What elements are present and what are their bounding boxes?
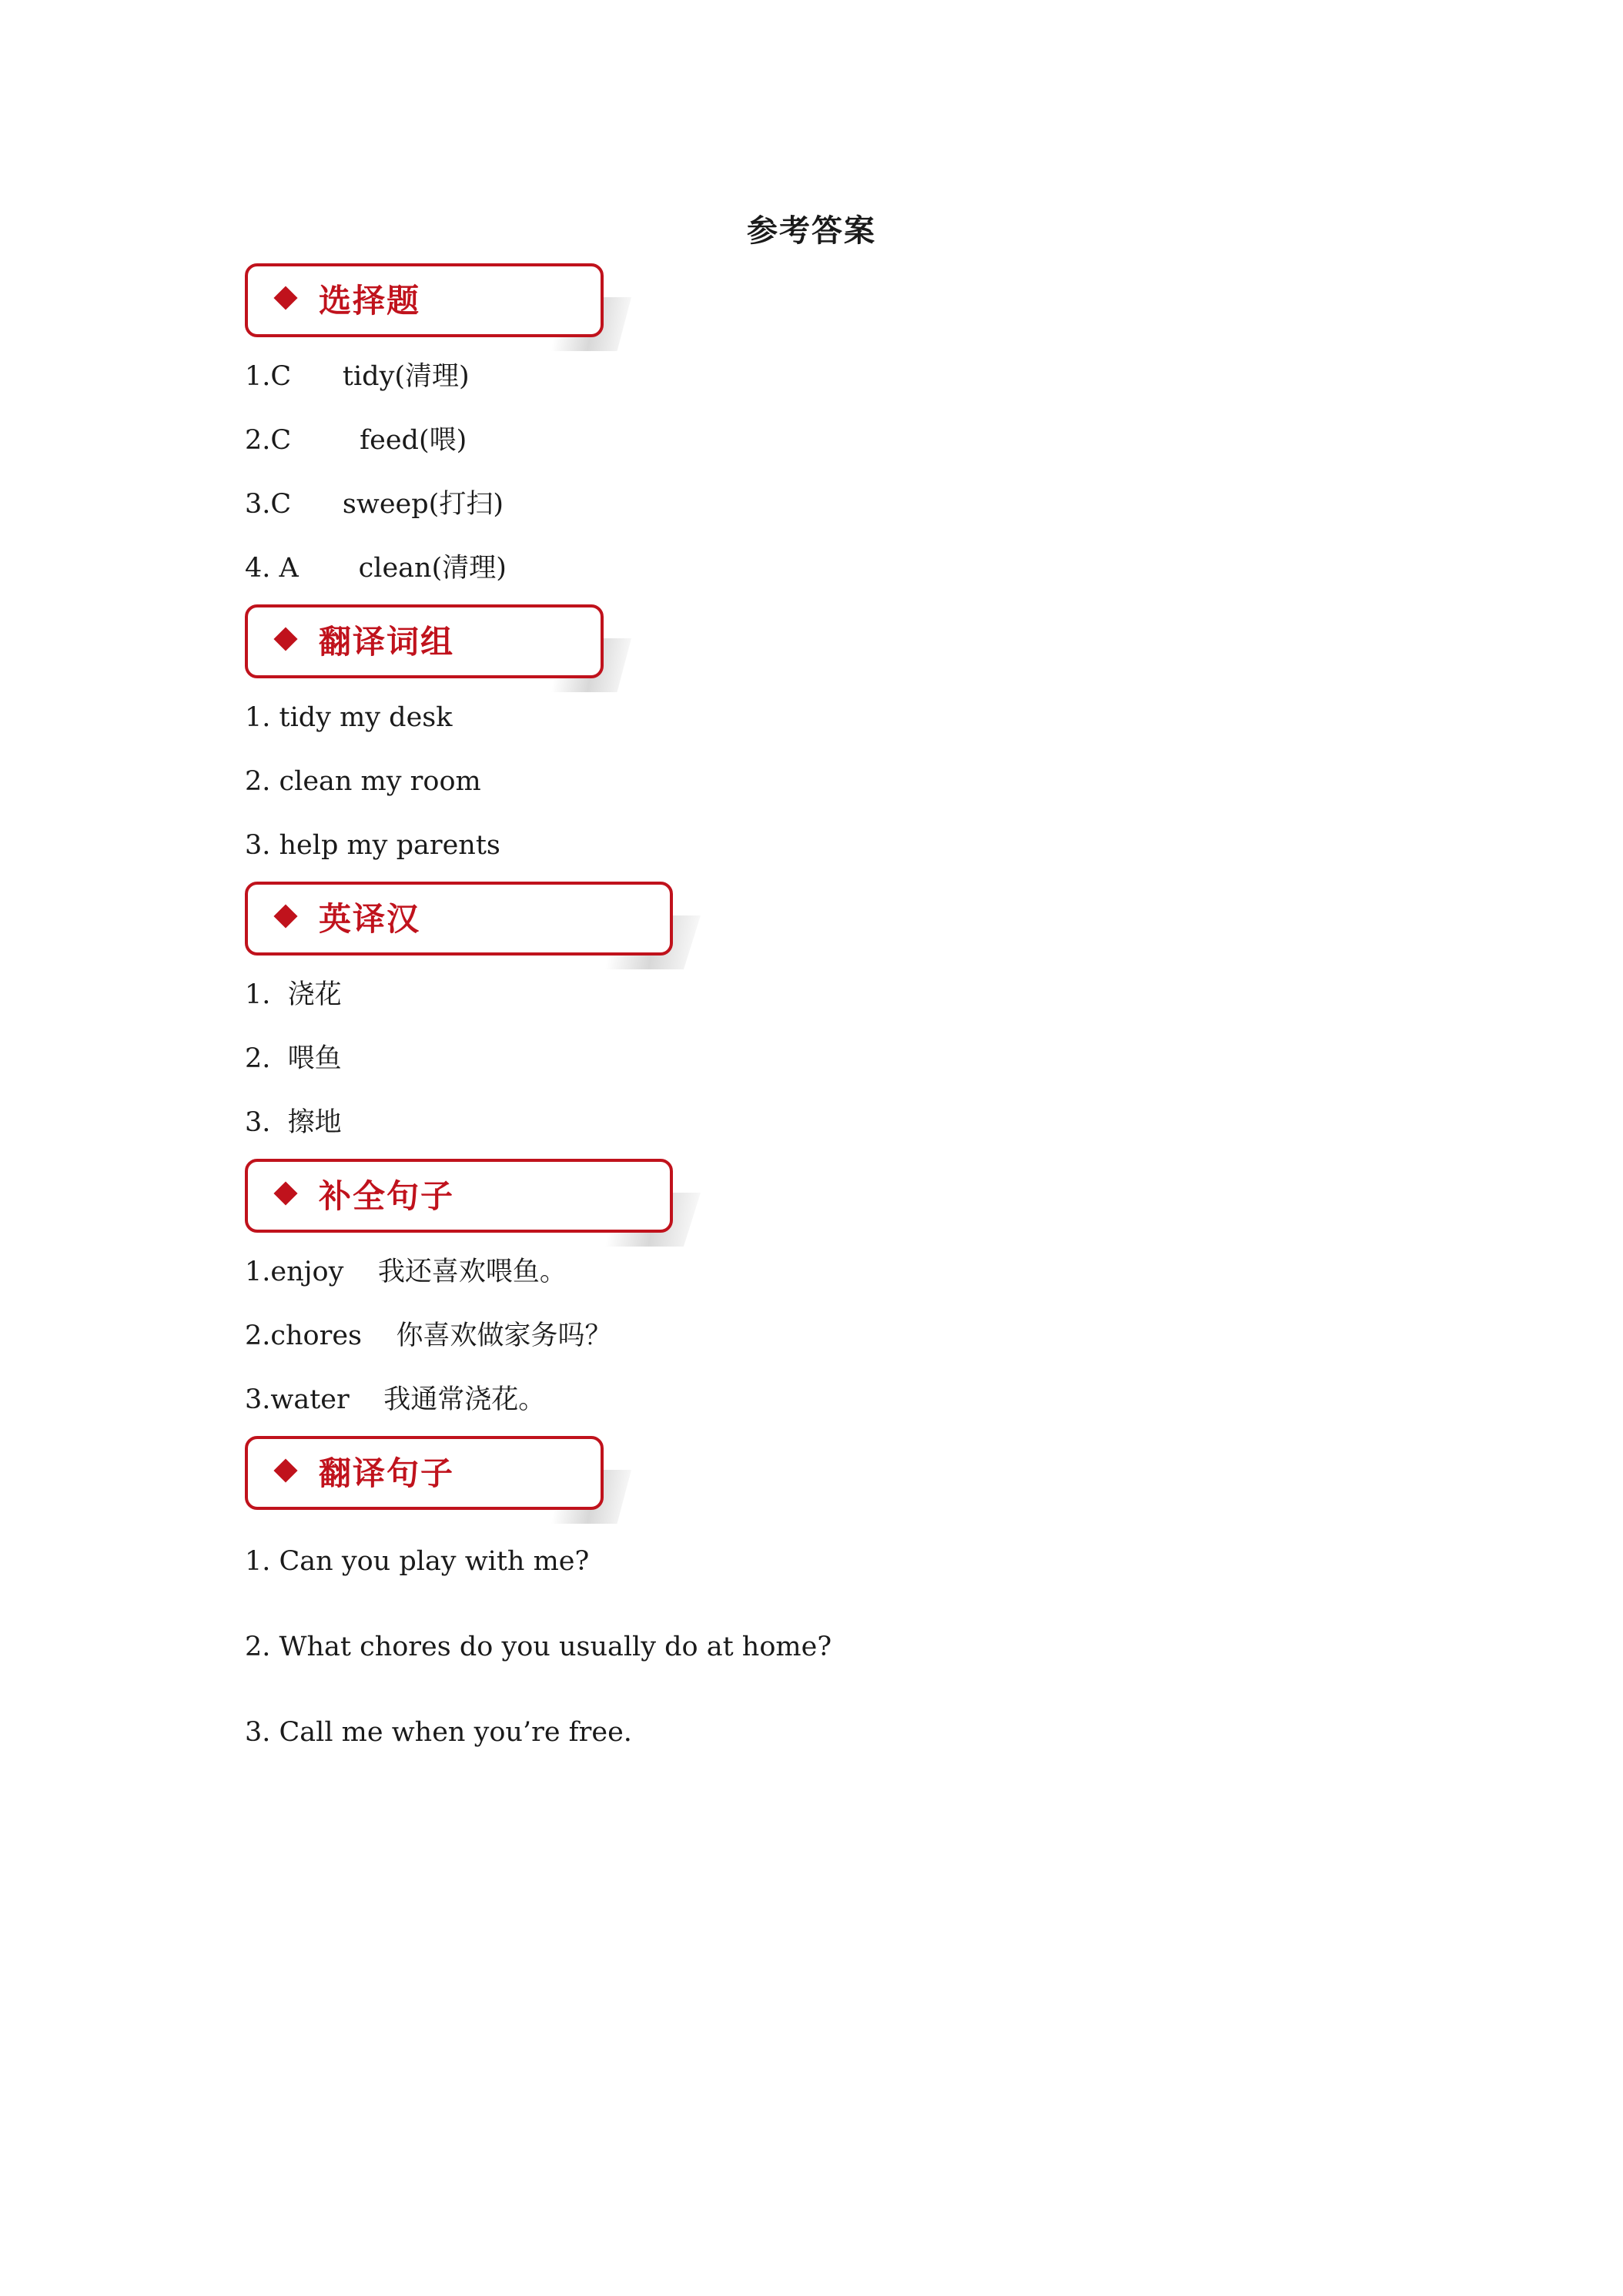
section-heading-label: 翻译句子 <box>319 1454 455 1492</box>
answer-item: 3. help my parents <box>245 830 500 861</box>
answer-item: 1. Can you play with me? <box>245 1546 590 1577</box>
page-title: 参考答案 <box>747 213 876 249</box>
section-heading-label: 翻译词组 <box>319 623 455 661</box>
answer-item: 3. 擦地 <box>245 1107 342 1138</box>
section-heading-label: 补全句子 <box>319 1177 455 1215</box>
section-heading-label: 选择题 <box>319 282 421 320</box>
answer-item: 1. 浇花 <box>245 979 342 1010</box>
answer-item: 3.water 我通常浇花。 <box>245 1384 546 1415</box>
answer-item: 2.C feed(喂) <box>245 425 467 456</box>
section-heading-label: 英译汉 <box>319 900 421 938</box>
answer-item: 2. What chores do you usually do at home? <box>245 1632 832 1662</box>
answer-item: 3.C sweep(打扫) <box>245 489 504 520</box>
answer-item: 4. A clean(清理) <box>245 553 507 584</box>
answer-item: 2.chores 你喜欢做家务吗？ <box>245 1320 612 1351</box>
answer-item: 3. Call me when you’re free. <box>245 1717 632 1748</box>
answer-item: 1.C tidy(清理) <box>245 361 470 392</box>
answer-item: 2. clean my room <box>245 766 481 797</box>
answer-item: 2. 喂鱼 <box>245 1043 342 1074</box>
answer-item: 1.enjoy 我还喜欢喂鱼。 <box>245 1257 567 1287</box>
answer-item: 1. tidy my desk <box>245 702 453 733</box>
